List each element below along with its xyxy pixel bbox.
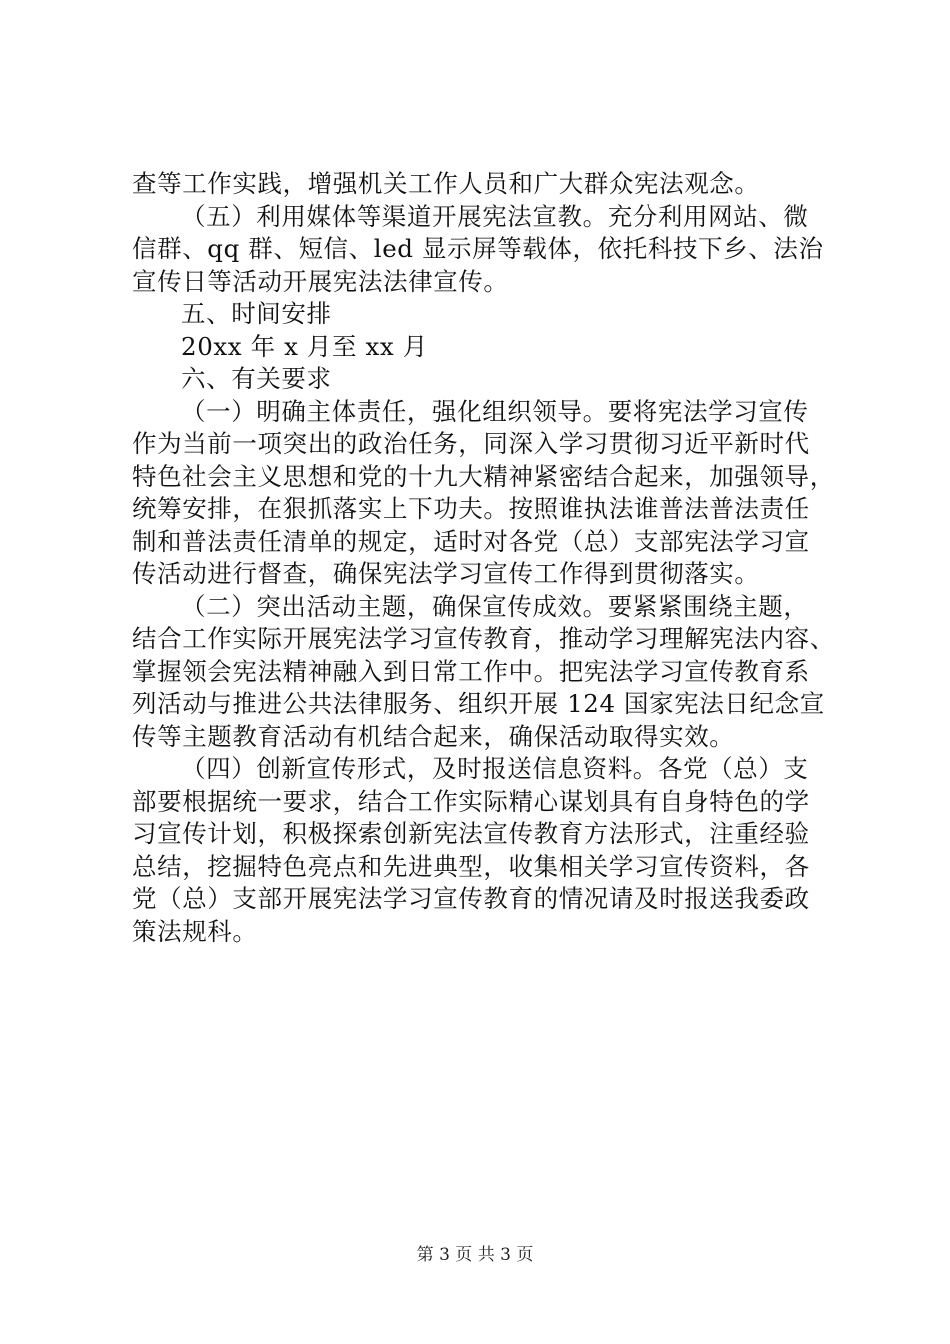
- section-heading: 五、时间安排: [181, 299, 332, 328]
- text-line: （四）创新宣传形式，及时报送信息资料。各党（总）支: [181, 754, 809, 783]
- text-line: 部要根据统一要求，结合工作实际精心谋划具有自身特色的学: [132, 786, 810, 816]
- text-line: 习宣传计划，积极探索创新宪法宣传教育方法形式，注重经验: [132, 819, 810, 848]
- text-line: （一）明确主体责任，强化组织领导。要将宪法学习宣传: [181, 396, 809, 426]
- text-line: （五）利用媒体等渠道开展宪法宣教。充分利用网站、微: [181, 201, 809, 231]
- text-line: 查等工作实践，增强机关工作人员和广大群众宪法观念。: [132, 169, 760, 198]
- text-line: 统筹安排，在狠抓落实上下功夫。按照谁执法谁普法普法责任: [132, 494, 810, 523]
- text-line: 20xx 年 x 月至 xx 月: [181, 331, 428, 361]
- text-line: 特色社会主义思想和党的十九大精神紧密结合起来，加强领导，: [132, 461, 835, 491]
- section-heading: 六、有关要求: [181, 364, 332, 393]
- text-line: 党（总）支部开展宪法学习宣传教育的情况请及时报送我委政: [132, 884, 810, 913]
- text-line: 掌握领会宪法精神融入到日常工作中。把宪法学习宣传教育系: [132, 656, 810, 686]
- text-line: 列活动与推进公共法律服务、组织开展 124 国家宪法日纪念宣: [132, 689, 825, 718]
- text-line: 制和普法责任清单的规定，适时对各党（总）支部宪法学习宣: [132, 526, 810, 556]
- text-line: 作为当前一项突出的政治任务，同深入学习贯彻习近平新时代: [132, 429, 810, 458]
- page-footer: [0, 1244, 950, 1266]
- text-line: 宣传日等活动开展宪法法律宣传。: [132, 266, 509, 296]
- page-number-label: 第 3 页 共 3 页: [416, 1245, 534, 1265]
- text-line: 总结，挖掘特色亮点和先进典型，收集相关学习宣传资料，各: [132, 851, 810, 881]
- text-line: 策法规科。: [132, 916, 258, 946]
- text-line: 传等主题教育活动有机结合起来，确保活动取得实效。: [132, 721, 735, 751]
- text-line: 结合工作实际开展宪法学习宣传教育，推动学习理解宪法内容、: [132, 624, 835, 653]
- text-line: （二）突出活动主题，确保宣传成效。要紧紧围绕主题，: [181, 591, 809, 621]
- document-body: [132, 168, 835, 948]
- text-line: 信群、qq 群、短信、led 显示屏等载体，依托科技下乡、法治: [132, 234, 824, 263]
- text-line: 传活动进行督查，确保宪法学习宣传工作得到贯彻落实。: [132, 559, 760, 588]
